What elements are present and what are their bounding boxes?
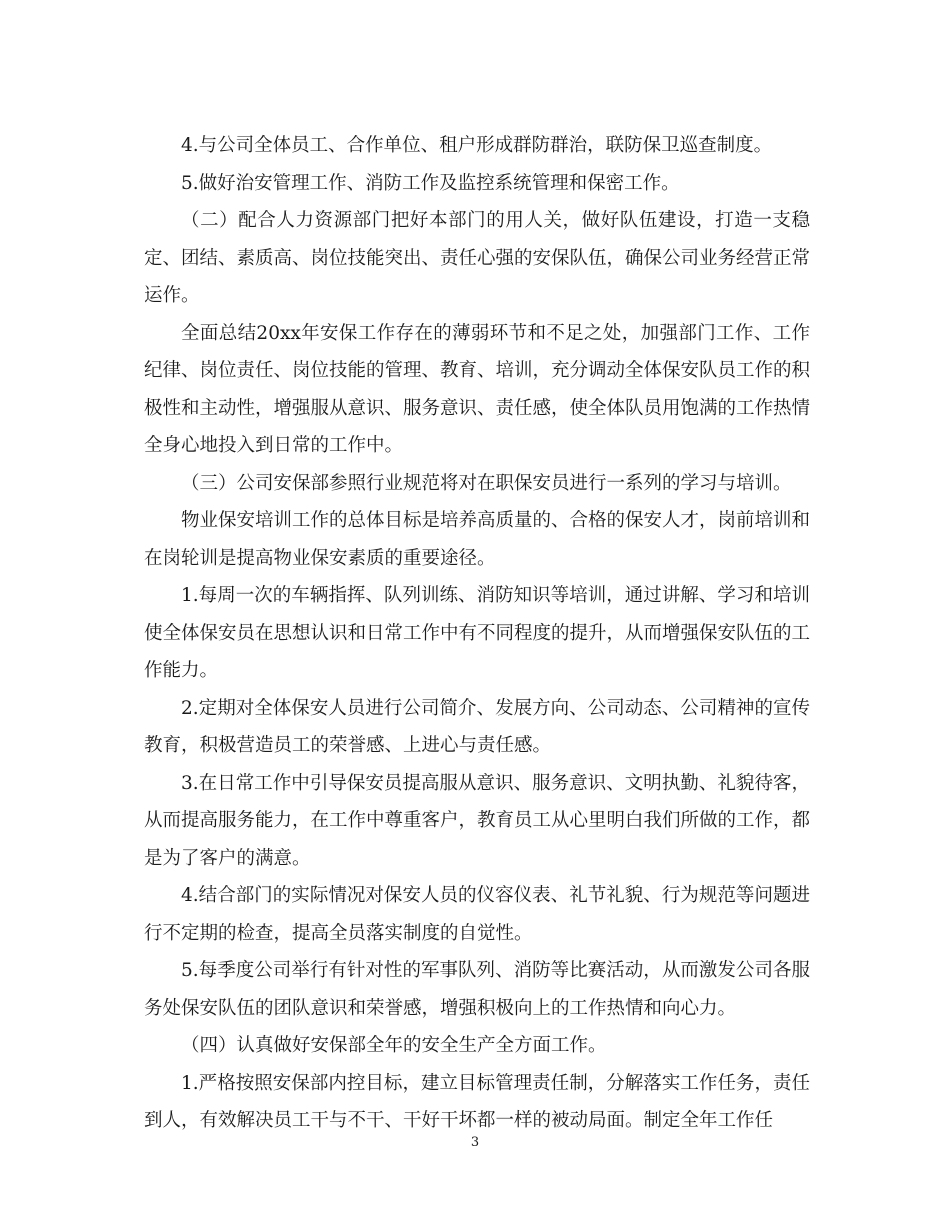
paragraph: （三）公司安保部参照行业规范将对在职保安员进行一系列的学习与培训。 (181, 472, 792, 494)
paragraph: 物业保安培训工作的总体目标是培养高质量的、合格的保安人才，岗前培训和在岗轮训是提高物业保安素质的重要途径。 (144, 510, 811, 569)
paragraph: 4.与公司全体员工、合作单位、租户形成群防群治，联防保卫巡查制度。 (181, 135, 773, 156)
paragraph: 1.严格按照安保部内控目标，建立目标管理责任制，分解落实工作任务，责任到人，有效解决员工干与不干、干好干坏都一样的被动局面。制定全年工作任 (144, 1072, 810, 1131)
paragraph: 全面总结20xx年安保工作存在的薄弱环节和不足之处，加强部门工作、工作纪律、岗位责任、岗位技能的管理、教育、培训，充分调动全体保安队员工作的积极性和主动性，增强服从意识、服务意识、责任感，使全体队员用饱满的工作热情全身心地投入到日常的工作中。 (144, 322, 811, 456)
paragraph: （四）认真做好安保部全年的安全生产全方面工作。 (181, 1035, 607, 1056)
paragraph: 4.结合部门的实际情况对保安人员的仪容仪表、礼节礼貌、行为规范等问题进行不定期的检查，提高全员落实制度的自觉性。 (144, 885, 810, 944)
paragraph: 5.做好治安管理工作、消防工作及监控系统管理和保密工作。 (181, 172, 680, 194)
document-body (144, 127, 810, 1140)
paragraph: 3.在日常工作中引导保安员提高服从意识、服务意识、文明执勤、礼貌待客，从而提高服务能力，在工作中尊重客户，教育员工从心里明白我们所做的工作，都是为了客户的满意。 (144, 772, 811, 869)
paragraph: 2.定期对全体保安人员进行公司简介、发展方向、公司动态、公司精神的宣传教育，积极营造员工的荣誉感、上进心与责任感。 (144, 697, 810, 756)
paragraph: 1.每周一次的车辆指挥、队列训练、消防知识等培训，通过讲解、学习和培训使全体保安员在思想认识和日常工作中有不同程度的提升，从而增强保安队伍的工作能力。 (144, 585, 811, 681)
paragraph: 5.每季度公司举行有针对性的军事队列、消防等比赛活动，从而激发公司各服务处保安队伍的团队意识和荣誉感，增强积极向上的工作热情和向心力。 (144, 960, 810, 1019)
page-number: 3 (470, 1135, 480, 1150)
paragraph: （二）配合人力资源部门把好本部门的用人关，做好队伍建设，打造一支稳定、团结、素质高、岗位技能突出、责任心强的安保队伍，确保公司业务经营正常运作。 (144, 210, 811, 306)
